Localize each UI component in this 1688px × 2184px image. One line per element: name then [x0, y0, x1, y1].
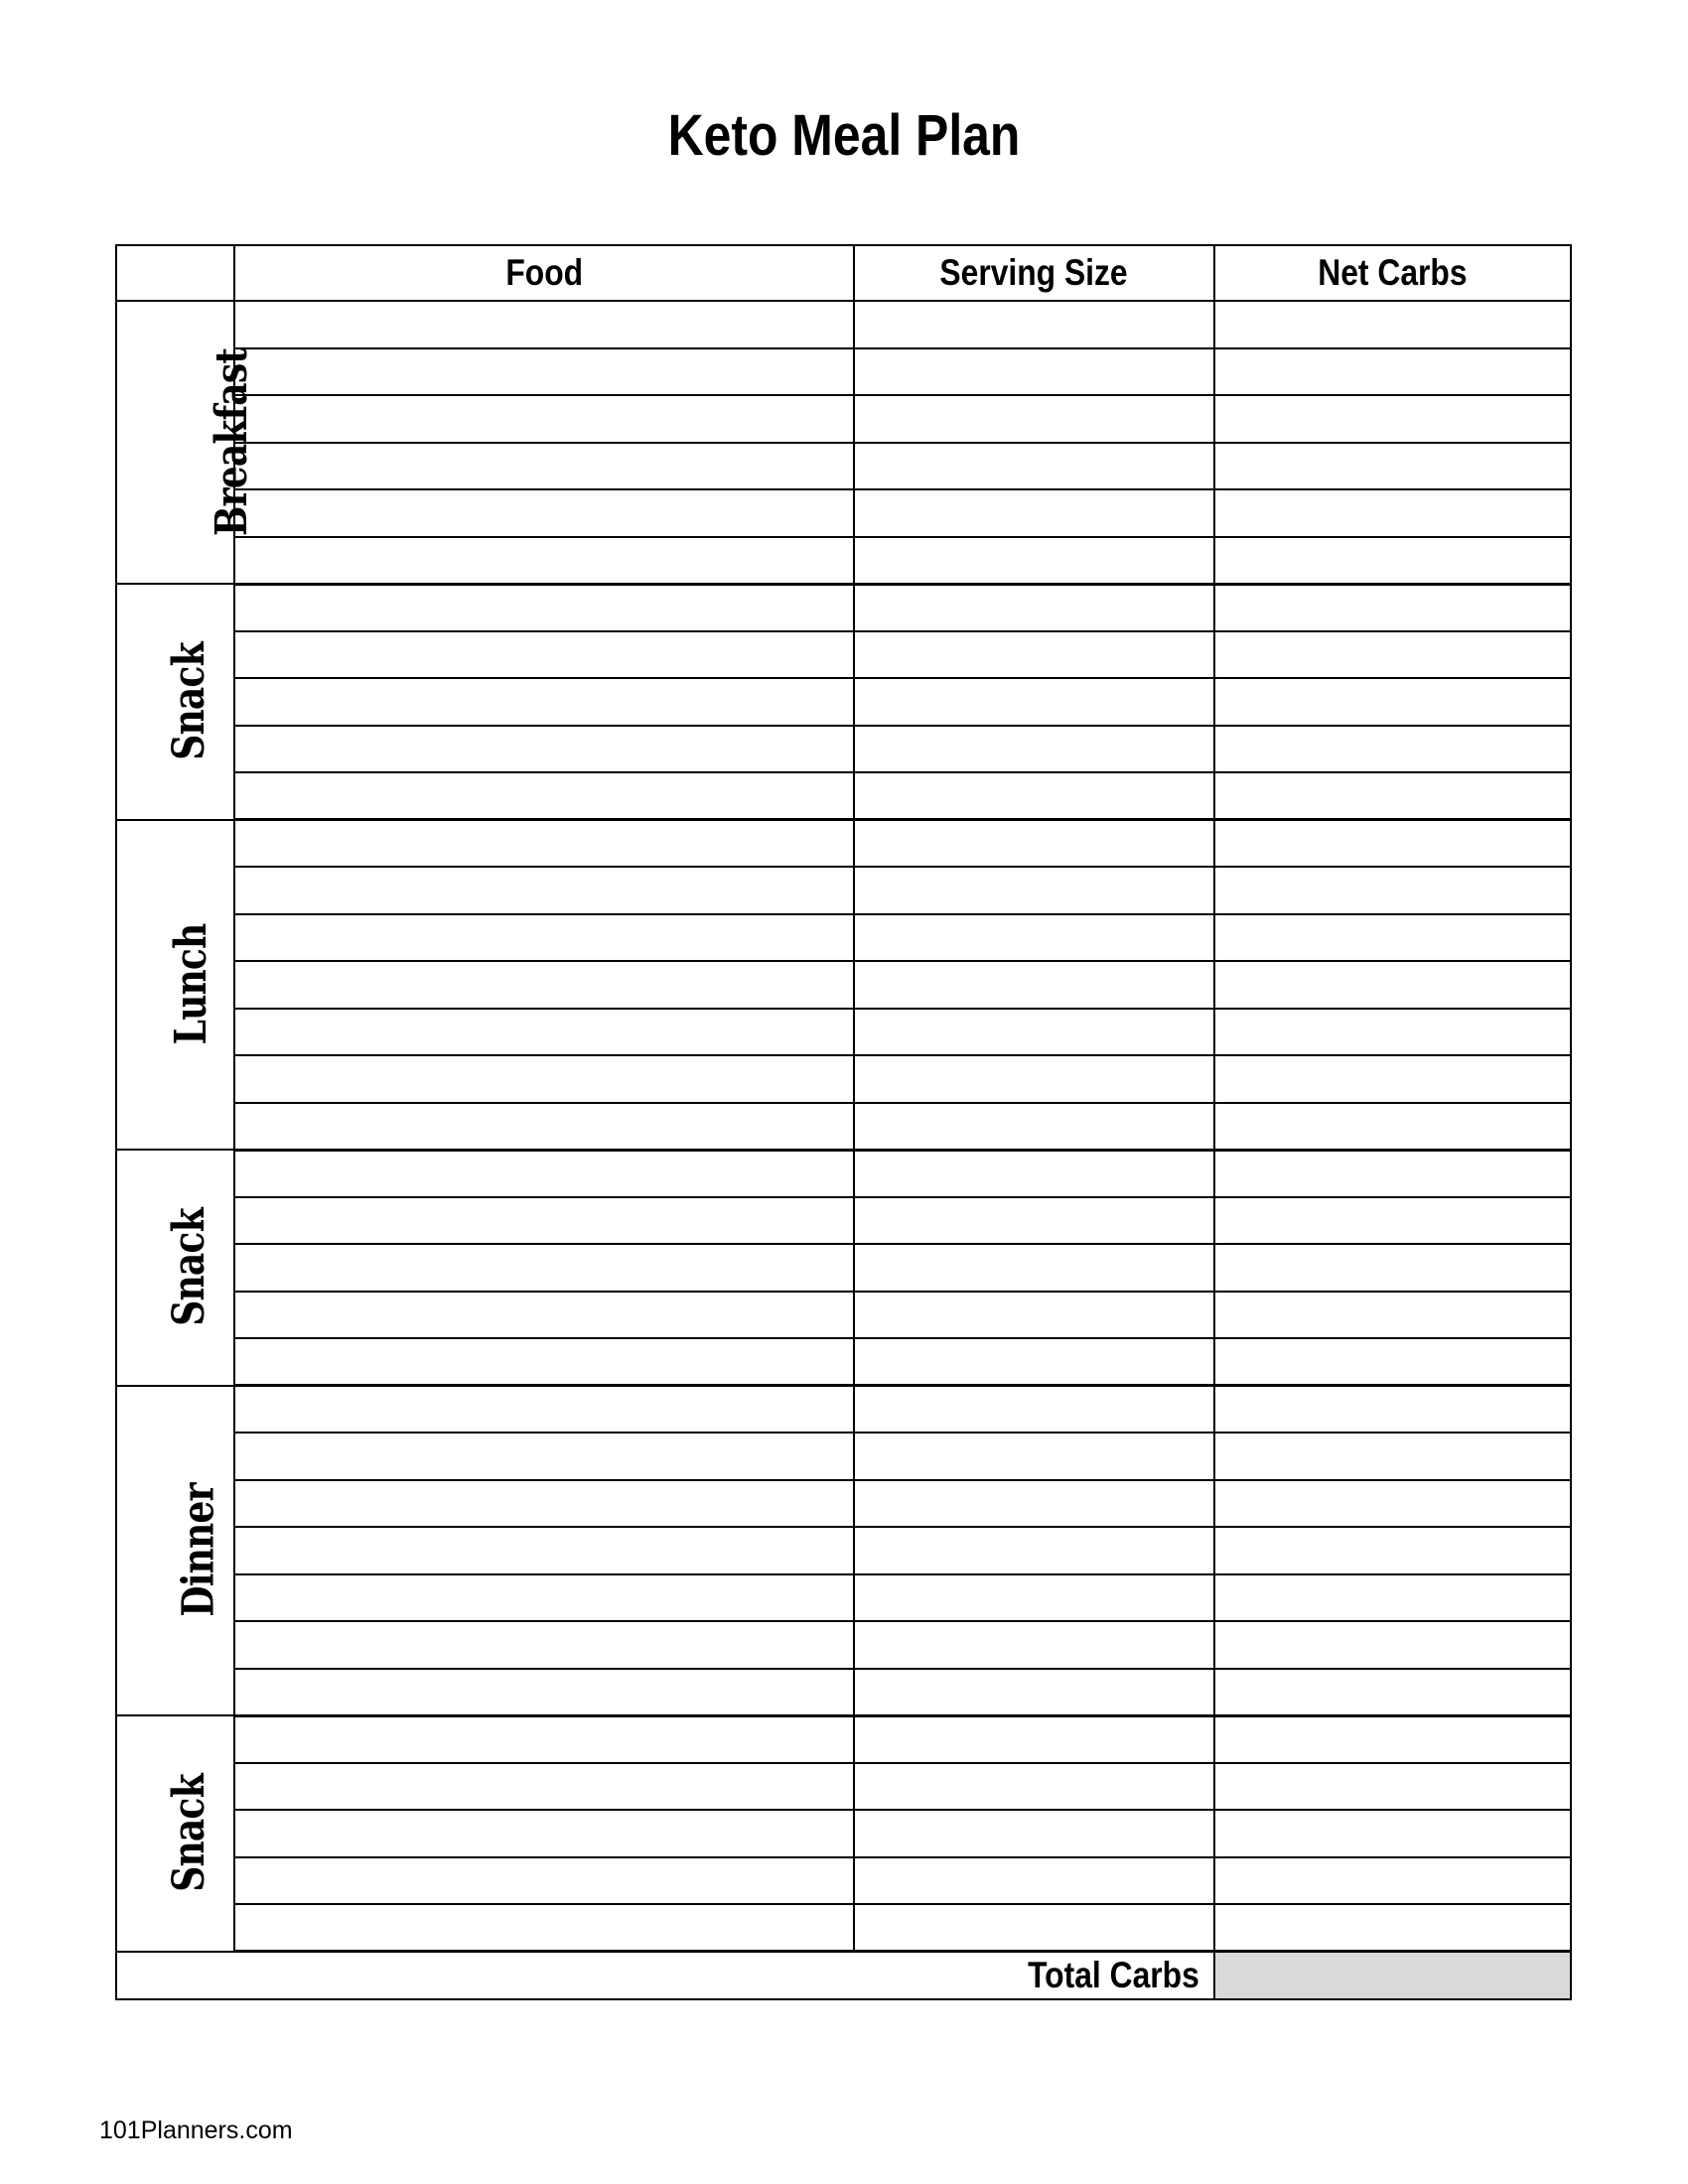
food-cell[interactable]: [234, 726, 854, 773]
entry-row: [116, 537, 1571, 585]
net-carbs-cell[interactable]: [1214, 1386, 1571, 1433]
net-carbs-cell[interactable]: [1214, 1103, 1571, 1151]
section-label-text: Lunch: [165, 923, 216, 1045]
food-cell[interactable]: [234, 1763, 854, 1811]
section-label-snack: [116, 1715, 234, 1952]
entry-row: [116, 1763, 1571, 1811]
food-cell[interactable]: [234, 820, 854, 868]
total-carbs-label: Total Carbs: [116, 1952, 1214, 1999]
entry-row: [116, 1244, 1571, 1292]
entry-row: [116, 443, 1571, 490]
food-cell[interactable]: [234, 1150, 854, 1197]
food-cell[interactable]: [234, 1009, 854, 1056]
entry-row: [116, 489, 1571, 537]
food-cell[interactable]: [234, 678, 854, 726]
food-cell[interactable]: [234, 867, 854, 914]
net-carbs-cell[interactable]: [1214, 584, 1571, 631]
serving-size-cell[interactable]: [854, 726, 1214, 773]
serving-size-cell[interactable]: [854, 1292, 1214, 1339]
header-net-carbs: Net Carbs: [1214, 245, 1571, 301]
food-cell[interactable]: [234, 489, 854, 537]
food-cell[interactable]: [234, 301, 854, 348]
net-carbs-cell[interactable]: [1214, 1669, 1571, 1716]
net-carbs-cell[interactable]: [1214, 1292, 1571, 1339]
net-carbs-cell[interactable]: [1214, 961, 1571, 1009]
entry-row: [116, 1480, 1571, 1528]
entry-row: [116, 1292, 1571, 1339]
entry-row: [116, 1103, 1571, 1151]
food-cell[interactable]: [234, 961, 854, 1009]
net-carbs-cell[interactable]: [1214, 1715, 1571, 1763]
food-cell[interactable]: [234, 1621, 854, 1669]
food-cell[interactable]: [234, 584, 854, 631]
food-cell[interactable]: [234, 1574, 854, 1622]
net-carbs-cell[interactable]: [1214, 1763, 1571, 1811]
net-carbs-cell[interactable]: [1214, 489, 1571, 537]
serving-size-cell[interactable]: [854, 1669, 1214, 1716]
serving-size-cell[interactable]: [854, 1857, 1214, 1905]
food-cell[interactable]: [234, 772, 854, 820]
entry-row: [116, 1433, 1571, 1480]
entry-row: [116, 820, 1571, 868]
entry-row: [116, 1338, 1571, 1386]
net-carbs-cell[interactable]: [1214, 1338, 1571, 1386]
food-cell[interactable]: [234, 1433, 854, 1480]
entry-row: [116, 678, 1571, 726]
serving-size-cell[interactable]: [854, 1386, 1214, 1433]
serving-size-cell[interactable]: [854, 1904, 1214, 1952]
food-cell[interactable]: [234, 537, 854, 585]
food-cell[interactable]: [234, 1480, 854, 1528]
net-carbs-cell[interactable]: [1214, 1009, 1571, 1056]
entry-row: [116, 1669, 1571, 1716]
food-cell[interactable]: [234, 395, 854, 443]
net-carbs-cell[interactable]: [1214, 1055, 1571, 1103]
net-carbs-cell[interactable]: [1214, 443, 1571, 490]
total-carbs-field[interactable]: [1214, 1952, 1571, 1999]
entry-row: [116, 867, 1571, 914]
entry-row: [116, 1527, 1571, 1574]
food-cell[interactable]: [234, 1669, 854, 1716]
food-cell[interactable]: [234, 914, 854, 962]
serving-size-cell[interactable]: [854, 1150, 1214, 1197]
entry-row: [116, 301, 1571, 348]
entry-row: [116, 1150, 1571, 1197]
serving-size-cell[interactable]: [854, 584, 1214, 631]
section-label-breakfast: [116, 301, 257, 584]
section-label-text: Snack: [163, 1208, 214, 1327]
food-cell[interactable]: [234, 1338, 854, 1386]
serving-size-cell[interactable]: [854, 1810, 1214, 1857]
net-carbs-cell[interactable]: [1214, 1433, 1571, 1480]
serving-size-cell[interactable]: [854, 914, 1214, 962]
serving-size-cell[interactable]: [854, 1103, 1214, 1151]
header-food: Food: [234, 245, 854, 301]
section-label-dinner: [116, 1386, 234, 1716]
net-carbs-cell[interactable]: [1214, 1244, 1571, 1292]
section-label-text: Snack: [163, 642, 214, 761]
total-row: [116, 1952, 1571, 1999]
food-cell[interactable]: [234, 1857, 854, 1905]
serving-size-cell[interactable]: [854, 537, 1214, 585]
serving-size-cell[interactable]: [854, 1527, 1214, 1574]
serving-size-cell[interactable]: [854, 772, 1214, 820]
net-carbs-cell[interactable]: [1214, 395, 1571, 443]
food-cell[interactable]: [234, 1197, 854, 1245]
serving-size-cell[interactable]: [854, 1009, 1214, 1056]
serving-size-cell[interactable]: [854, 1574, 1214, 1622]
entry-row: [116, 631, 1571, 679]
entry-row: [116, 1715, 1571, 1763]
serving-size-cell[interactable]: [854, 678, 1214, 726]
entry-row: [116, 348, 1571, 396]
net-carbs-cell[interactable]: [1214, 348, 1571, 396]
entry-row: [116, 395, 1571, 443]
net-carbs-cell[interactable]: [1214, 1197, 1571, 1245]
net-carbs-cell[interactable]: [1214, 1527, 1571, 1574]
net-carbs-cell[interactable]: [1214, 1857, 1571, 1905]
serving-size-cell[interactable]: [854, 1055, 1214, 1103]
food-cell[interactable]: [234, 1103, 854, 1151]
entry-row: [116, 1621, 1571, 1669]
serving-size-cell[interactable]: [854, 1197, 1214, 1245]
net-carbs-cell[interactable]: [1214, 867, 1571, 914]
entry-row: [116, 1009, 1571, 1056]
food-cell[interactable]: [234, 348, 854, 396]
serving-size-cell[interactable]: [854, 395, 1214, 443]
section-label-text: Snack: [163, 1774, 214, 1893]
net-carbs-cell[interactable]: [1214, 537, 1571, 585]
serving-size-cell[interactable]: [854, 1621, 1214, 1669]
serving-size-cell[interactable]: [854, 867, 1214, 914]
food-cell[interactable]: [234, 1386, 854, 1433]
serving-size-cell[interactable]: [854, 443, 1214, 490]
entry-row: [116, 1810, 1571, 1857]
entry-row: [116, 772, 1571, 820]
footer-brand: 101Planners.com: [99, 2116, 293, 2144]
net-carbs-cell[interactable]: [1214, 678, 1571, 726]
entry-row: [116, 1574, 1571, 1622]
net-carbs-cell[interactable]: [1214, 914, 1571, 962]
net-carbs-cell[interactable]: [1214, 1904, 1571, 1952]
section-label-snack: [116, 1150, 234, 1386]
section-label-lunch: [116, 820, 234, 1151]
serving-size-cell[interactable]: [854, 489, 1214, 537]
entry-row: [116, 1904, 1571, 1952]
entry-row: [116, 1197, 1571, 1245]
header-row: [116, 245, 1571, 301]
entry-row: [116, 914, 1571, 962]
serving-size-cell[interactable]: [854, 1715, 1214, 1763]
food-cell[interactable]: [234, 1810, 854, 1857]
header-corner: [116, 245, 234, 301]
net-carbs-cell[interactable]: [1214, 820, 1571, 868]
serving-size-cell[interactable]: [854, 1763, 1214, 1811]
header-serving-size: Serving Size: [854, 245, 1214, 301]
entry-row: [116, 961, 1571, 1009]
net-carbs-cell[interactable]: [1214, 726, 1571, 773]
entry-row: [116, 726, 1571, 773]
food-cell[interactable]: [234, 443, 854, 490]
entry-row: [116, 1055, 1571, 1103]
serving-size-cell[interactable]: [854, 1244, 1214, 1292]
entry-row: [116, 1857, 1571, 1905]
serving-size-cell[interactable]: [854, 631, 1214, 679]
net-carbs-cell[interactable]: [1214, 1810, 1571, 1857]
food-cell[interactable]: [234, 1527, 854, 1574]
net-carbs-cell[interactable]: [1214, 631, 1571, 679]
food-cell[interactable]: [234, 1244, 854, 1292]
serving-size-cell[interactable]: [854, 301, 1214, 348]
food-cell[interactable]: [234, 1292, 854, 1339]
serving-size-cell[interactable]: [854, 1338, 1214, 1386]
serving-size-cell[interactable]: [854, 820, 1214, 868]
serving-size-cell[interactable]: [854, 348, 1214, 396]
serving-size-cell[interactable]: [854, 961, 1214, 1009]
entry-row: [116, 584, 1571, 631]
net-carbs-cell[interactable]: [1214, 772, 1571, 820]
food-cell[interactable]: [234, 1904, 854, 1952]
net-carbs-cell[interactable]: [1214, 1621, 1571, 1669]
net-carbs-cell[interactable]: [1214, 301, 1571, 348]
section-label-snack: [116, 584, 234, 820]
serving-size-cell[interactable]: [854, 1480, 1214, 1528]
page-title: Keto Meal Plan: [667, 103, 1021, 168]
net-carbs-cell[interactable]: [1214, 1480, 1571, 1528]
food-cell[interactable]: [234, 631, 854, 679]
section-label-text: Breakfast: [206, 347, 257, 537]
meal-plan-table: [115, 244, 1572, 2000]
net-carbs-cell[interactable]: [1214, 1150, 1571, 1197]
serving-size-cell[interactable]: [854, 1433, 1214, 1480]
section-label-text: Dinner: [173, 1483, 224, 1618]
food-cell[interactable]: [234, 1715, 854, 1763]
entry-row: [116, 1386, 1571, 1433]
net-carbs-cell[interactable]: [1214, 1574, 1571, 1622]
food-cell[interactable]: [234, 1055, 854, 1103]
